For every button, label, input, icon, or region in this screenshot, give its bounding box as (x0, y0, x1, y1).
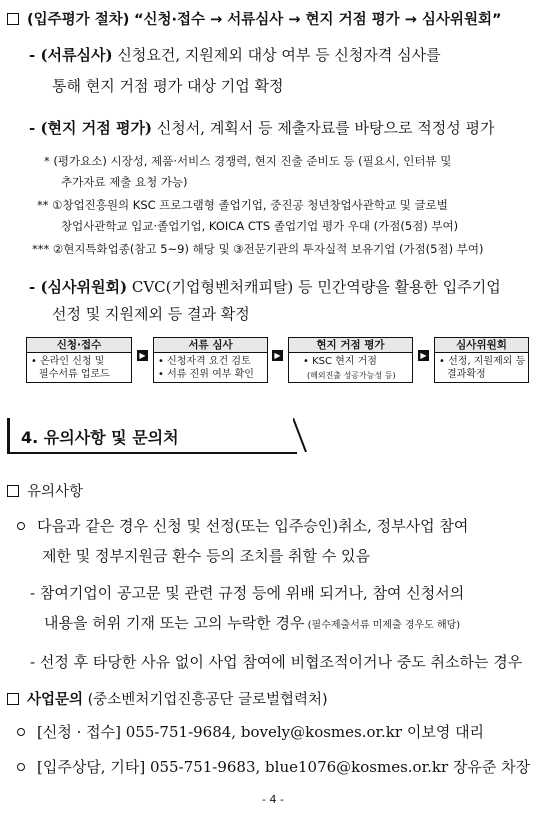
site-eval-note2a: ** ①창업진흥원의 KSC 프로그램형 졸업기업, 중진공 청년창업사관학교 및 글로벌 (37, 198, 448, 212)
checkbox-square-icon (7, 693, 19, 705)
notes-sub1-text: 내용을 허위 기재 또는 고의 누락한 경우 (44, 614, 305, 632)
notes-heading: 유의사항 (27, 484, 84, 500)
flow-stage-item: • 온라인 신청 및 (31, 356, 105, 367)
doc-review-line1: - (서류심사) 신청요건, 지원제외 대상 여부 등 신청자격 심사를 (29, 46, 441, 64)
section-4-title: 4. 유의사항 및 문의처 (21, 428, 179, 447)
committee-line2: 선정 및 지원제외 등 결과 확정 (52, 305, 250, 323)
arrow-right-icon: ▶ (137, 350, 148, 361)
doc-review-line2: 통해 현지 거점 평가 대상 기업 확정 (52, 77, 284, 95)
flow-stage-item: (해외진출 성공가능성 등) (307, 371, 396, 380)
flow-stage-committee (434, 337, 529, 383)
committee-label: (심사위원회) (40, 278, 128, 296)
flow-stage-item: • 선정, 지원제외 등 (439, 356, 526, 367)
checkbox-square-icon (7, 13, 19, 25)
notes-sub1-line2 (44, 612, 460, 633)
hollow-circle-bullet-icon (17, 763, 25, 771)
flow-stage-item: • 서류 진위 여부 확인 (158, 369, 254, 380)
notes-sub1-line1: - 참여기업이 공고문 및 관련 규정 등에 위배 되거나, 참여 신청서의 (30, 584, 465, 602)
site-eval-note1a: * (평가요소) 시장성, 제품·서비스 경쟁력, 현지 진출 준비도 등 (필요시, 인터뷰 및 (44, 154, 452, 168)
arrow-right-icon: ▶ (418, 350, 429, 361)
hollow-circle-bullet-icon (17, 728, 25, 736)
notes-main-line2: 제한 및 정부지원금 환수 등의 조치를 취할 수 있음 (42, 547, 370, 565)
notes-sub1-small: (필수제출서류 미제출 경우도 해당) (304, 620, 461, 631)
flow-stage-application (26, 337, 132, 383)
inquiry-contact-1 (17, 721, 484, 742)
committee-line1: - (심사위원회) CVC(기업형벤처캐피탈) 등 민간역량을 활용한 입주기업 (29, 278, 501, 296)
site-eval-label: (현지 거점 평가) (40, 119, 153, 137)
flow-stage-title: 현지 거점 평가 (289, 338, 412, 353)
flow-stage-item: • KSC 현지 거점 (303, 356, 377, 367)
notes-main-text1: 다음과 같은 경우 신청 및 선정(또는 입주승인)취소, 정부사업 참여 (37, 517, 469, 535)
arrow-right-icon: ▶ (272, 350, 283, 361)
site-eval-line: - (현지 거점 평가) 신청서, 계획서 등 제출자료를 바탕으로 적정성 평가 (29, 119, 495, 137)
flow-stage-item: • 신청자격 요건 검토 (158, 356, 251, 367)
doc-review-label: (서류심사) (40, 46, 113, 64)
flow-stage-item: 필수서류 업로드 (39, 369, 110, 380)
procedure-header (7, 8, 502, 29)
inquiry-heading-line (7, 688, 328, 709)
flow-stage-title: 심사위원회 (435, 338, 528, 353)
inquiry-heading: 사업문의 (27, 692, 84, 708)
flow-stage-title: 신청·접수 (27, 338, 131, 353)
checkbox-square-icon (7, 485, 19, 497)
site-eval-note1b: 추가자료 제출 요청 가능) (61, 175, 188, 189)
site-eval-note3: *** ②현지특화업종(참고 5~9) 해당 및 ③전문기관의 투자실적 보유기업 (가점(5점) 부여) (32, 242, 484, 256)
inquiry-contact-1-text: [신청 · 접수] 055-751-9684, bovely@kosmes.or.kr 이보영 대리 (37, 723, 485, 741)
flow-stage-site-eval (288, 337, 413, 383)
doc-review-text1: 신청요건, 지원제외 대상 여부 등 신청자격 심사를 (112, 46, 441, 64)
hollow-circle-bullet-icon (17, 522, 25, 530)
section-4-header (7, 418, 297, 454)
flow-stage-doc-review (153, 337, 268, 383)
notes-sub2-line: - 선정 후 타당한 사유 없이 사업 참여에 비협조적이거나 중도 취소하는 경우 (30, 653, 523, 671)
flow-stage-item: 결과확정 (447, 369, 486, 380)
section-bar-decoration (7, 418, 10, 452)
flow-stage-title: 서류 심사 (154, 338, 267, 353)
inquiry-contact-2 (17, 756, 530, 777)
page-number: - 4 - (262, 793, 284, 806)
procedure-flow: “신청·접수 → 서류심사 → 현지 거점 평가 → 심사위원회” (133, 12, 502, 28)
inquiry-org: (중소벤처기업진흥공단 글로벌협력처) (83, 692, 328, 708)
evaluation-flow-diagram (26, 337, 529, 385)
notes-heading-line (7, 480, 83, 501)
procedure-label: (입주평가 절차) (27, 12, 130, 28)
committee-text1: CVC(기업형벤처캐피탈) 등 민간역량을 활용한 입주기업 (127, 278, 501, 296)
inquiry-contact-2-text: [입주상담, 기타] 055-751-9683, blue1076@kosmes.or.kr 장유준 차장 (37, 758, 531, 776)
site-eval-text: 신청서, 계획서 등 제출자료를 바탕으로 적정성 평가 (152, 119, 495, 137)
section-slash-decoration (293, 418, 307, 452)
site-eval-note2b: 창업사관학교 입교·졸업기업, KOICA CTS 졸업기업 평가 우대 (가점(5점) 부여) (61, 219, 459, 233)
notes-main-line1 (17, 515, 468, 536)
